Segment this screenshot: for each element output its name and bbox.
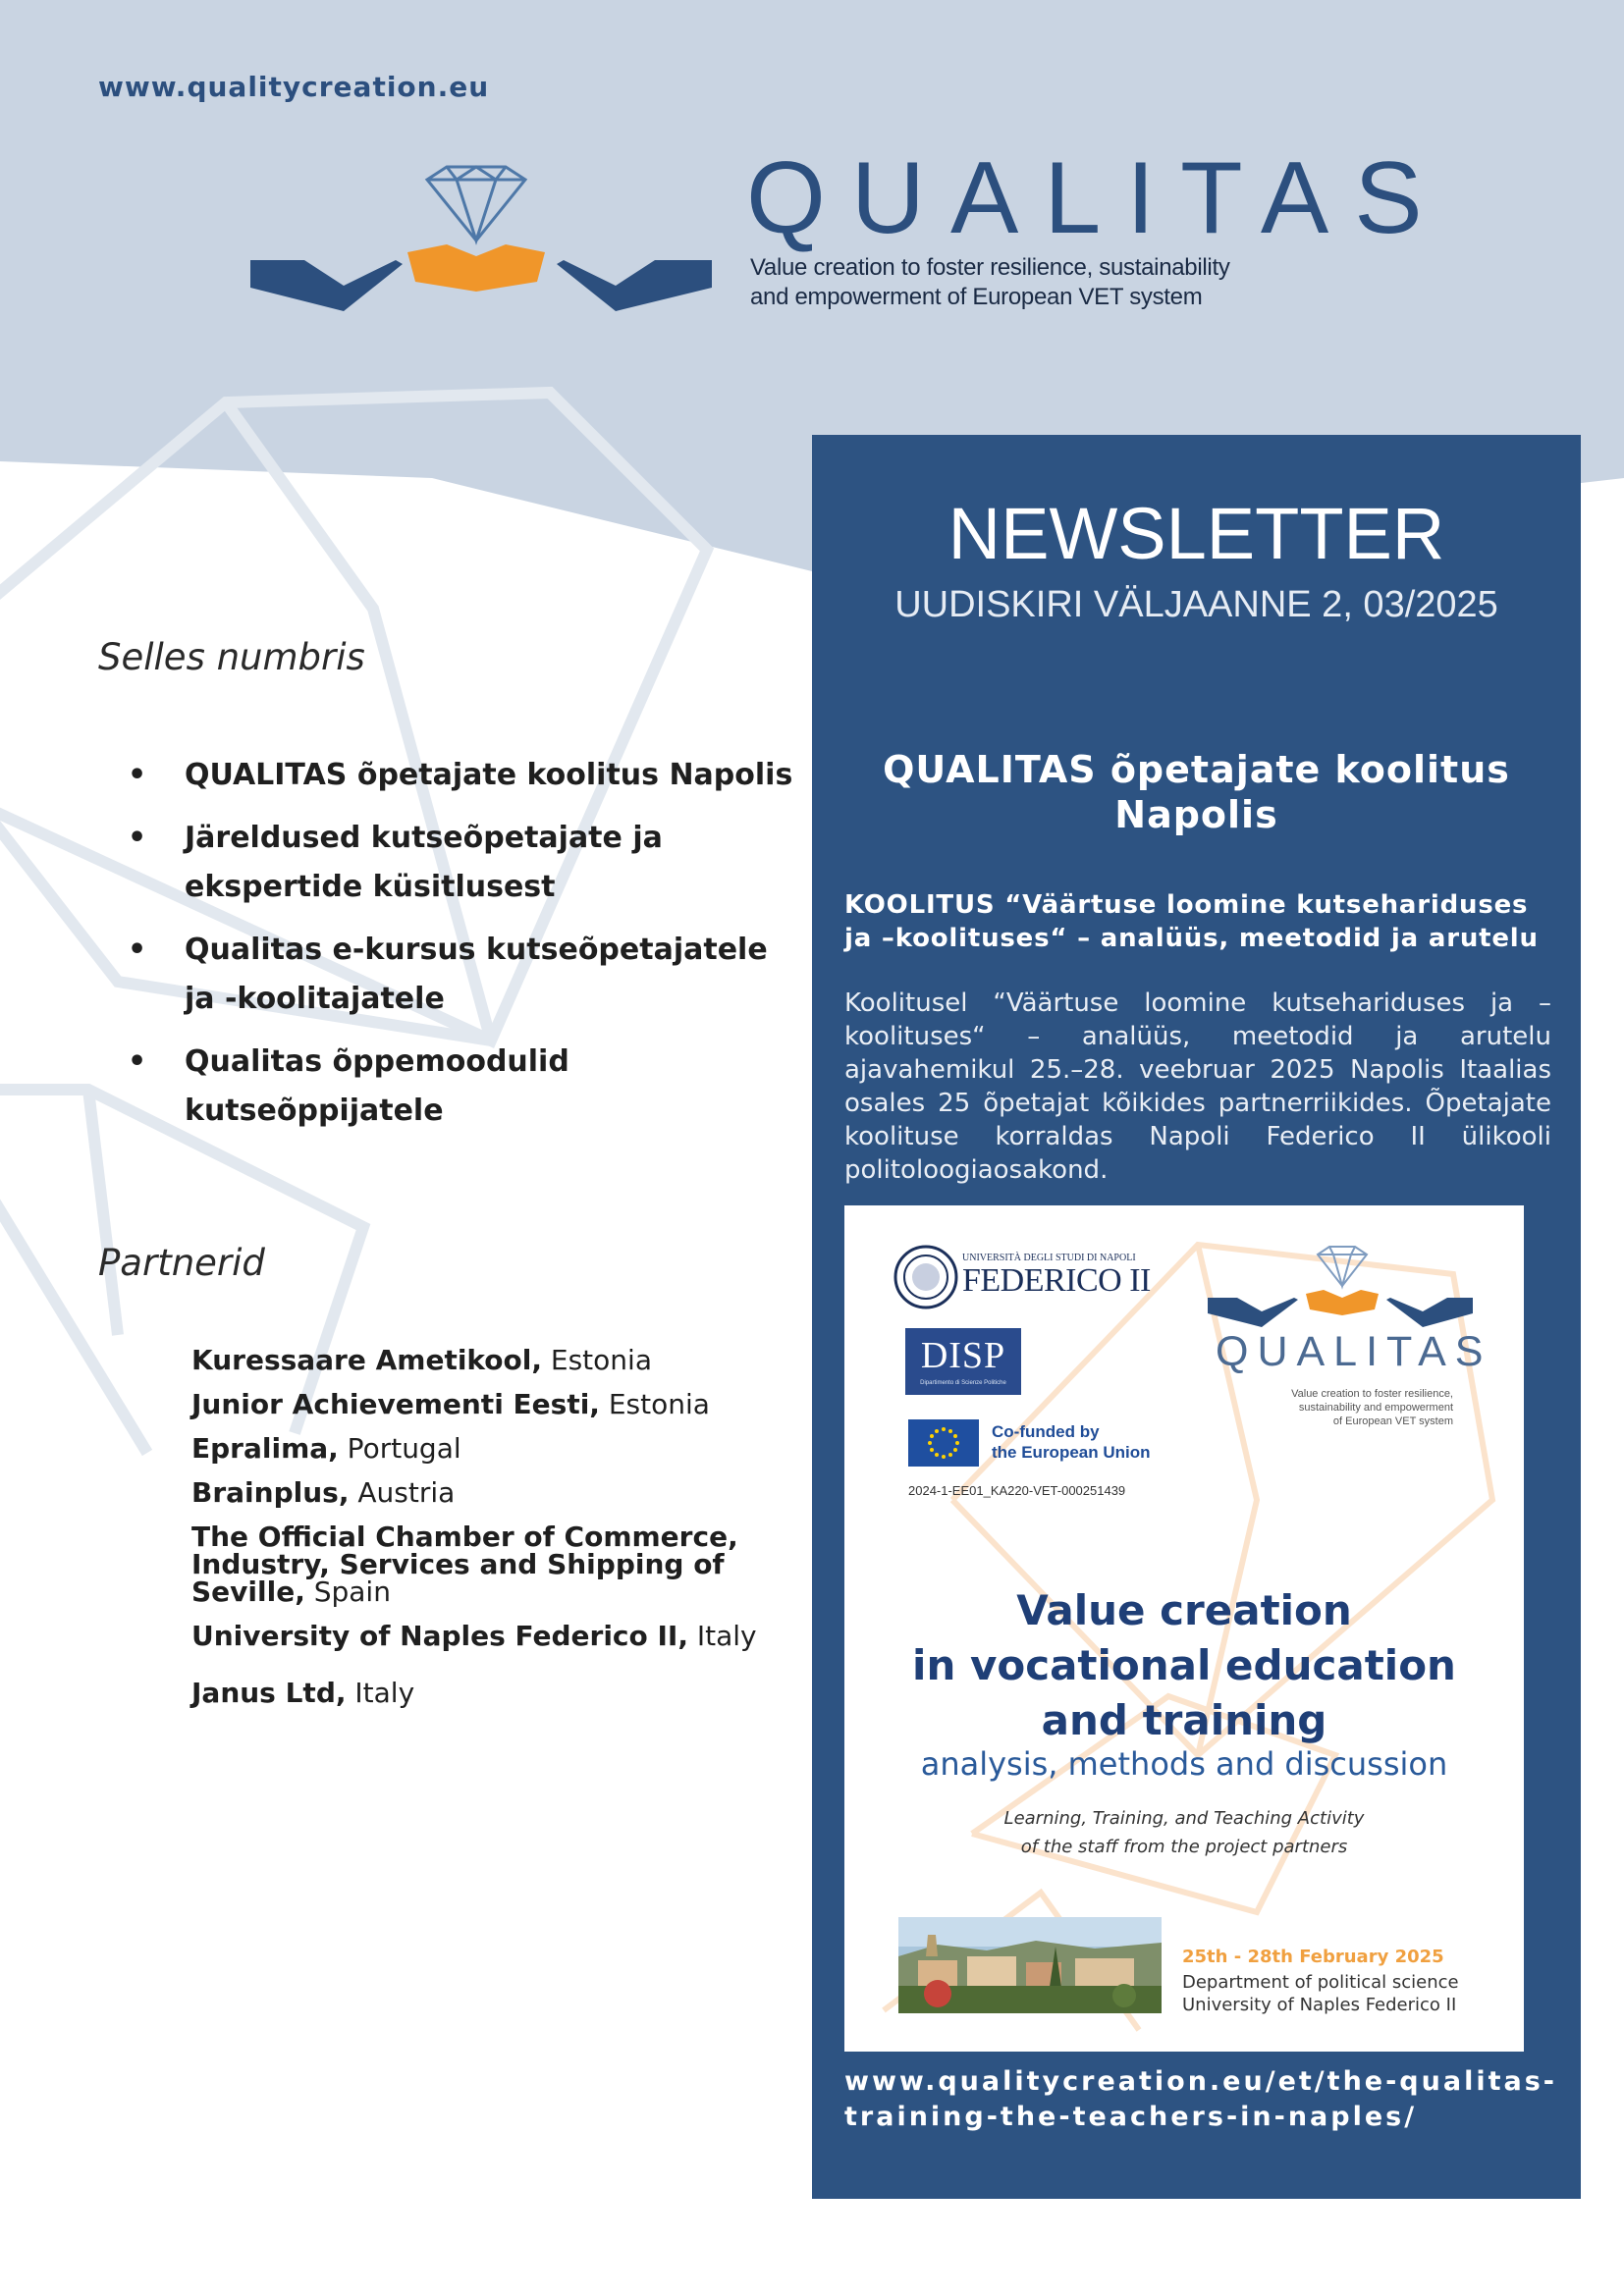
article-title: QUALITAS õpetajate koolitus Napolis — [883, 748, 1510, 836]
poster-title-line-2: in vocational education — [912, 1641, 1456, 1689]
article-body: Koolitusel “Väärtuse loomine kutsehariduses ja –koolituses“ – analüüs, meetodid ja arutelu ajavahemikul 25.–28. veebruar 2025 Napolis Itaalias osales 25 õpetajat kõikides partnerriikides. Õpetajate koolituse korraldas Napoli Federico II ülikooli politoloogiaosakond. — [844, 988, 1551, 1185]
poster-logo-tagline-line-2: sustainability and empowerment — [1298, 1402, 1453, 1414]
bullet-icon: • — [128, 821, 147, 855]
partner-name: Brainplus, — [191, 1476, 350, 1509]
partner-name: The Official Chamber of Commerce, Industry, Services and Shipping of Seville, — [191, 1521, 738, 1608]
book-icon — [1306, 1290, 1379, 1315]
naples-city-photo — [898, 1917, 1162, 2013]
partner-name: Janus Ltd, — [191, 1677, 347, 1709]
newsletter-issue: UUDISKIRI VÄLJAANNE 2, 03/2025 — [894, 584, 1498, 625]
poster-title-line-1: Value creation — [1016, 1586, 1352, 1634]
bullet-icon: • — [128, 758, 147, 792]
contents-item-label: QUALITAS õpetajate koolitus Napolis — [185, 758, 793, 792]
poster-title — [844, 1583, 1524, 1748]
partner-name: Junior Achievementi Eesti, — [191, 1388, 600, 1420]
university-name: FEDERICO II — [962, 1262, 1151, 1299]
contents-item[interactable] — [128, 1038, 805, 1136]
newsletter-title: NEWSLETTER — [947, 493, 1445, 574]
partner-country: Austria — [349, 1476, 456, 1509]
partner-item — [191, 1388, 781, 1420]
poster-title-line-3: and training — [1041, 1696, 1327, 1744]
poster-activity-line-2: of the staff from the project partners — [1020, 1837, 1348, 1857]
partner-name: University of Naples Federico II, — [191, 1620, 688, 1652]
right-chevron-shape — [557, 260, 712, 311]
partner-item — [191, 1432, 781, 1465]
poster-qualitas-logo-mark — [1208, 1243, 1473, 1341]
contents-item[interactable] — [128, 814, 805, 912]
contents-heading: Selles numbris — [98, 636, 365, 678]
logo-tagline-line-2: and empowerment of European VET system — [750, 284, 1203, 310]
disp-wordmark: DISP — [920, 1335, 1006, 1376]
right-chevron-shape — [1386, 1298, 1473, 1327]
logo-tagline — [750, 253, 1230, 312]
event-poster — [844, 1205, 1524, 2052]
partner-country: Estonia — [542, 1344, 652, 1376]
partner-country: Estonia — [599, 1388, 710, 1420]
contents-item-label: Qualitas e-kursus kutseõpetajatele ja -koolitajatele — [185, 933, 768, 1016]
article-link-line-2[interactable]: training-the-teachers-in-naples/ — [844, 2102, 1418, 2132]
university-name-small: UNIVERSITÀ DEGLI STUDI DI NAPOLI — [962, 1253, 1136, 1263]
disp-subtext: Dipartimento di Scienze Politiche — [920, 1380, 1006, 1386]
eu-line-1: Co-funded by — [992, 1422, 1100, 1441]
partner-country: Spain — [304, 1575, 391, 1608]
partner-item — [191, 1344, 781, 1376]
poster-subtitle: analysis, methods and discussion — [920, 1745, 1448, 1783]
left-chevron-shape — [250, 260, 403, 311]
contents-item-label: Qualitas õppemoodulid kutseõppijatele — [185, 1044, 569, 1128]
book-icon — [407, 244, 545, 292]
poster-logo-tagline — [1267, 1387, 1453, 1428]
logo-tagline-line-1: Value creation to foster resilience, sustainability — [750, 254, 1230, 281]
partner-item — [191, 1677, 781, 1709]
poster-department — [1182, 1971, 1459, 2016]
qualitas-logo-mark — [250, 162, 712, 319]
eu-flag-icon — [908, 1419, 979, 1467]
partners-list — [191, 1344, 781, 1724]
contents-list — [128, 751, 805, 1149]
bullet-icon: • — [128, 1044, 147, 1079]
eu-line-2: the European Union — [992, 1443, 1151, 1462]
article-subtitle: KOOLITUS “Väärtuse loomine kutsehariduses ja –koolituses“ – analüüs, meetodid ja arutelu — [844, 890, 1539, 953]
diamond-icon — [1318, 1247, 1367, 1286]
partner-name: Epralima, — [191, 1432, 339, 1465]
partner-item — [191, 1620, 781, 1652]
partner-item — [191, 1476, 781, 1509]
contents-item-label: Järeldused kutseõpetajate ja ekspertide küsitlusest — [185, 821, 663, 904]
partner-country: Italy — [346, 1677, 415, 1709]
poster-logo-tagline-line-3: of European VET system — [1332, 1415, 1453, 1427]
poster-activity — [844, 1804, 1524, 1861]
article-link[interactable] — [844, 2064, 1561, 2135]
diamond-icon — [427, 167, 525, 240]
poster-department-line-2: University of Naples Federico II — [1182, 1995, 1457, 2015]
partner-country: Portugal — [338, 1432, 461, 1465]
poster-department-line-1: Department of political science — [1182, 1972, 1459, 1993]
article-link-line-1[interactable]: www.qualitycreation.eu/et/the-qualitas- — [844, 2066, 1557, 2097]
university-seal-icon — [893, 1245, 958, 1309]
poster-logo-tagline-line-1: Value creation to foster resilience, — [1291, 1388, 1453, 1400]
bullet-icon: • — [128, 933, 147, 967]
disp-logo — [905, 1328, 1021, 1395]
poster-dates: 25th - 28th February 2025 — [1182, 1947, 1444, 1967]
left-chevron-shape — [1208, 1298, 1298, 1327]
poster-logo-wordmark: QUALITAS — [1216, 1328, 1492, 1375]
partner-country: Italy — [687, 1620, 757, 1652]
eu-cofunded-text — [992, 1421, 1151, 1463]
partner-item — [191, 1523, 781, 1606]
site-url[interactable]: www.qualitycreation.eu — [98, 71, 490, 103]
contents-item[interactable] — [128, 926, 805, 1024]
grant-code: 2024-1-EE01_KA220-VET-000251439 — [908, 1483, 1126, 1498]
partners-heading: Partnerid — [98, 1242, 265, 1284]
poster-activity-line-1: Learning, Training, and Teaching Activity — [1003, 1808, 1365, 1829]
partner-name: Kuressaare Ametikool, — [191, 1344, 542, 1376]
logo-wordmark: QUALITAS — [746, 141, 1448, 255]
contents-item[interactable] — [128, 751, 805, 800]
